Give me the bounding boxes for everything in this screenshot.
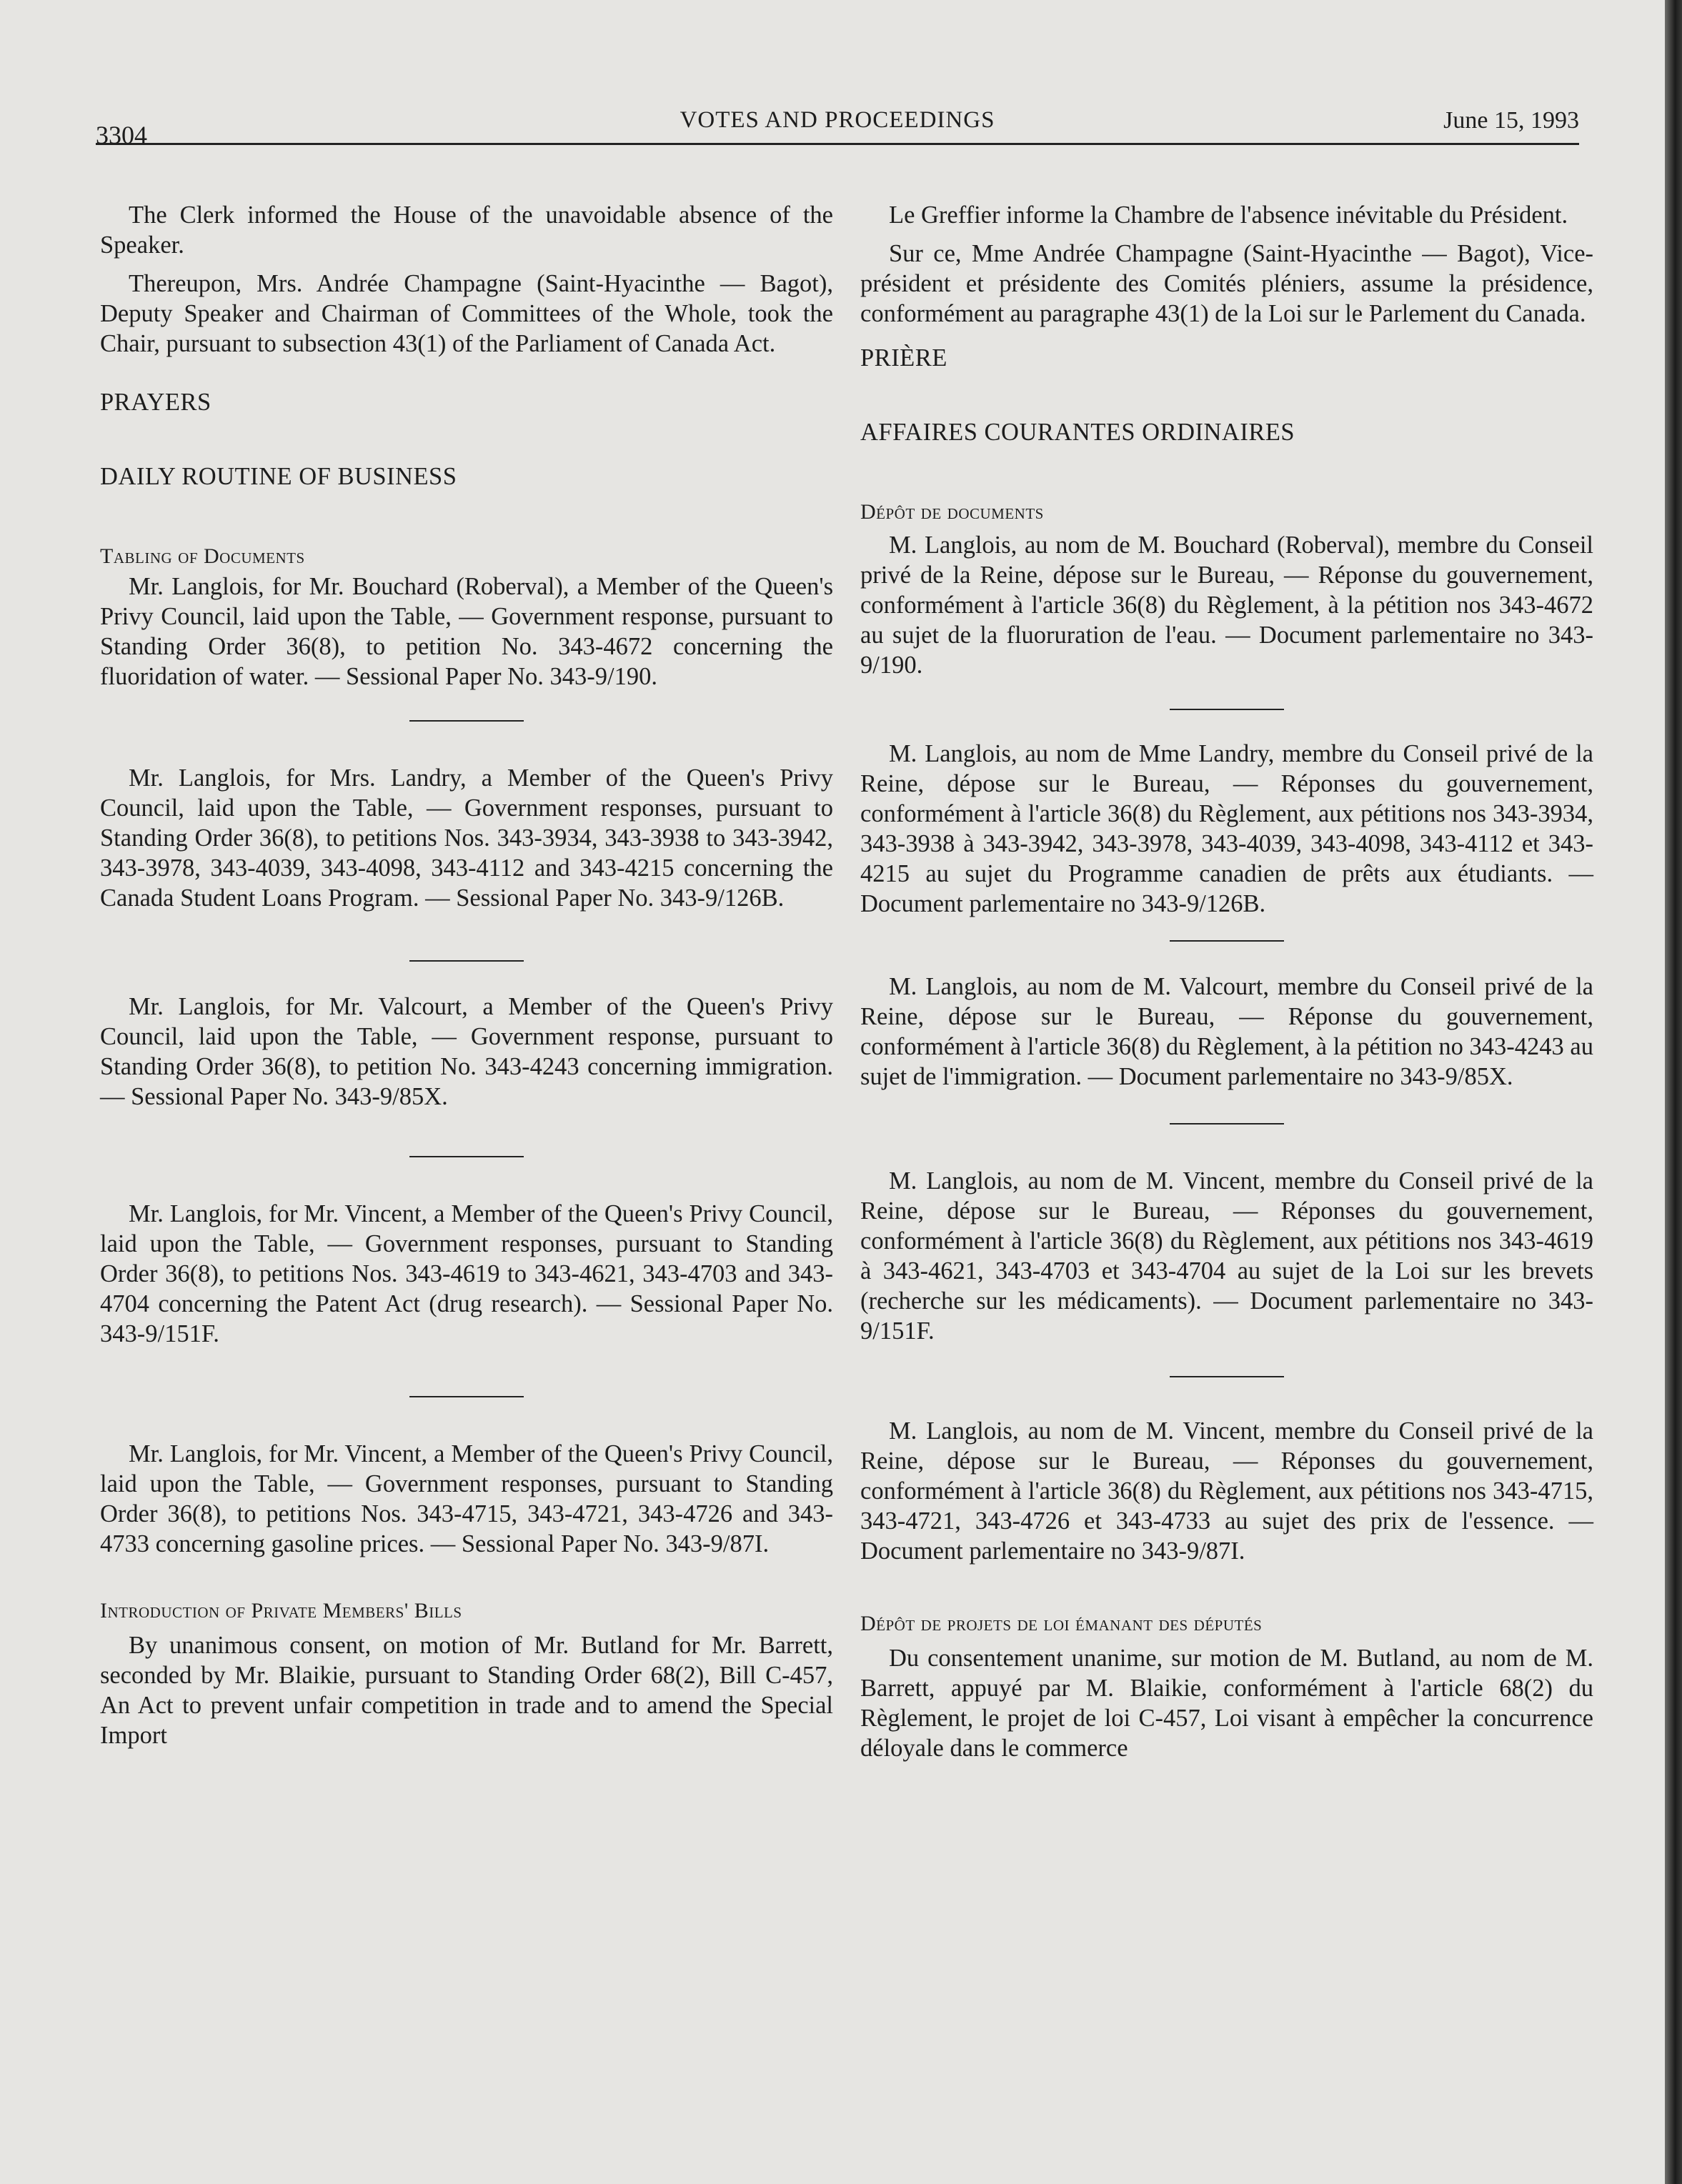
tabling-subheading-fr: Dépôt de documents [860,500,1044,524]
section-divider [409,720,524,722]
bills-subheading: Introduction of Private Members' Bills [100,1599,462,1622]
section-divider [409,1396,524,1397]
bill-entry-fr: Du consentement unanime, sur motion de M. Butland, au nom de M. Barrett, appuyé par M. Blaikie, conformément à l'article 68(2) du Règlement, le projet de loi C-457, Loi visant à empêcher la concurrence déloyale dans le commerce [860,1645,1593,1762]
tabling-entry: Mr. Langlois, for Mr. Vincent, a Member of the Queen's Privy Council, laid upon the Table, — Government responses, pursuant to Standing Order 36(8), to petitions Nos. 343-4715, 343-4721, 343-4726 and 343-4733 concerning gasoline prices. — Sessional Paper No. 343-9/87I. [100,1440,833,1557]
tabling-entry-fr: M. Langlois, au nom de M. Bouchard (Roberval), membre du Conseil privé de la Reine, dépose sur le Bureau, — Réponse du gouvernement, conformément à l'article 36(8) du Règlement, à la pétition nos 343-4672 au sujet de la fluoruration de l'eau. — Document parlementaire no 343-9/190. [860,532,1593,679]
tabling-entry: Mr. Langlois, for Mr. Vincent, a Member of the Queen's Privy Council, laid upon the Table, — Government responses, pursuant to Standing Order 36(8), to petitions Nos. 343-4619 to 343-4621, 343-4703 and 343-4704 concerning the Patent Act (drug research). — Sessional Paper No. 343-9/151F. [100,1200,833,1347]
routine-heading-fr: AFFAIRES COURANTES ORDINAIRES [860,419,1295,446]
prayers-heading: PRAYERS [100,389,212,416]
section-divider [1170,1376,1284,1377]
page-edge-shadow [1665,0,1682,2184]
bill-entry: By unanimous consent, on motion of Mr. Butland for Mr. Barrett, seconded by Mr. Blaikie, pursuant to Standing Order 68(2), Bill C-457, An Act to prevent unfair competition in trade and to amend the Special Import [100,1632,833,1749]
french-column [860,200,1593,1763]
tabling-entry-fr: M. Langlois, au nom de M. Valcourt, membre du Conseil privé de la Reine, dépose sur le Bureau, — Réponse du gouvernement, conformément à l'article 36(8) du Règlement, à la pétition no 343-4243 au sujet de l'immigration. — Document parlementaire no 343-9/85X. [860,973,1593,1090]
page-header [96,100,1579,149]
section-divider [409,1156,524,1157]
tabling-entry-fr: M. Langlois, au nom de M. Vincent, membre du Conseil privé de la Reine, dépose sur le Bureau, — Réponses du gouvernement, conformément à l'article 36(8) du Règlement, aux pétitions nos 343-4619 à 343-4621, 343-4703 et 343-4704 au sujet de la Loi sur les brevets (recherche sur les médicaments). — Document parlementaire no 343-9/151F. [860,1167,1593,1345]
section-divider [1170,1123,1284,1125]
prayers-heading-fr: PRIÈRE [860,344,947,372]
tabling-entry-fr: M. Langlois, au nom de Mme Landry, membre du Conseil privé de la Reine, dépose sur le Bureau, — Réponses du gouvernement, conformément à l'article 36(8) du Règlement, aux pétitions nos 343-3934, 343-3938 à 343-3942, 343-3978, 343-4039, 343-4098, 343-4112 et 343-4215 au sujet du Programme canadien de prêts aux étudiants. — Document parlementaire no 343-9/126B. [860,740,1593,917]
page-date: June 15, 1993 [1443,107,1579,134]
bills-subheading-fr: Dépôt de projets de loi émanant des députés [860,1612,1263,1635]
section-divider [1170,709,1284,710]
tabling-entry-fr: M. Langlois, au nom de M. Vincent, membre du Conseil privé de la Reine, dépose sur le Bureau, — Réponses du gouvernement, conformément à l'article 36(8) du Règlement, aux pétitions nos 343-4715, 343-4721, 343-4726 et 343-4733 au sujet des prix de l'essence. — Document parlementaire no 343-9/87I. [860,1417,1593,1565]
tabling-subheading: Tabling of Documents [100,544,305,568]
deputy-speaker-paragraph: Thereupon, Mrs. Andrée Champagne (Saint-Hyacinthe — Bagot), Deputy Speaker and Chairman of Committees of the Whole, took the Chair, pursuant to subsection 43(1) of the Parliament of Canada Act. [100,270,833,357]
tabling-entry: Mr. Langlois, for Mrs. Landry, a Member of the Queen's Privy Council, laid upon the Table, — Government responses, pursuant to Standing Order 36(8), to petitions Nos. 343-3934, 343-3938 to 343-3942, 343-3978, 343-4039, 343-4098, 343-4112 and 343-4215 concerning the Canada Student Loans Program. — Sessional Paper No. 343-9/126B. [100,764,833,912]
section-divider [409,960,524,962]
clerk-paragraph-fr: Le Greffier informe la Chambre de l'absence inévitable du Président. [889,201,1568,229]
routine-heading: DAILY ROUTINE OF BUSINESS [100,463,457,490]
clerk-paragraph: The Clerk informed the House of the unavoidable absence of the Speaker. [100,201,833,259]
tabling-entry: Mr. Langlois, for Mr. Valcourt, a Member of the Queen's Privy Council, laid upon the Table, — Government response, pursuant to Standing Order 36(8), to petition No. 343-4243 concerning immigration. — Sessional Paper No. 343-9/85X. [100,993,833,1110]
tabling-entry: Mr. Langlois, for Mr. Bouchard (Roberval), a Member of the Queen's Privy Council, laid upon the Table, — Government response, pursuant to Standing Order 36(8), to petition No. 343-4672 concerning the fluoridation of water. — Sessional Paper No. 343-9/190. [100,573,833,690]
section-divider [1170,940,1284,942]
deputy-speaker-paragraph-fr: Sur ce, Mme Andrée Champagne (Saint-Hyacinthe — Bagot), Vice-président et présidente des Comités pléniers, assume la présidence, conformément au paragraphe 43(1) de la Loi sur le Parlement du Canada. [860,240,1593,327]
running-title: VOTES AND PROCEEDINGS [680,107,995,133]
english-column [100,200,833,1750]
page-number: 3304 [96,121,147,149]
